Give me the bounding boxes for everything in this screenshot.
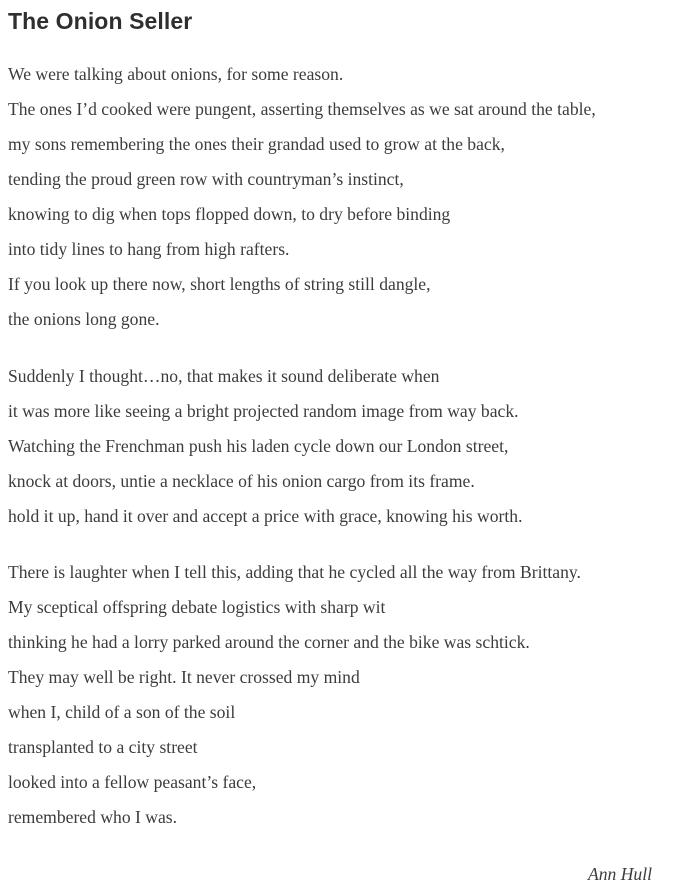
poem-line: transplanted to a city street <box>8 737 198 757</box>
poem-line: My sceptical offspring debate logistics with sharp wit <box>8 597 386 617</box>
poem-line: If you look up there now, short lengths of string still dangle, <box>8 274 431 294</box>
poem-author: Ann Hull <box>587 864 652 884</box>
poem-line: when I, child of a son of the soil <box>8 702 236 722</box>
poem-line: tending the proud green row with countryman’s instinct, <box>8 169 404 189</box>
poem-line: There is laughter when I tell this, adding that he cycled all the way from Brittany. <box>8 562 581 582</box>
stanza-3 <box>8 555 581 835</box>
poem-line: thinking he had a lorry parked around the corner and the bike was schtick. <box>8 632 530 652</box>
poem-title: The Onion Seller <box>8 8 193 34</box>
poem-line: The ones I’d cooked were pungent, asserting themselves as we sat around the table, <box>8 99 596 119</box>
poem-line: it was more like seeing a bright projected random image from way back. <box>8 401 519 421</box>
poem-line: hold it up, hand it over and accept a price with grace, knowing his worth. <box>8 506 523 526</box>
poem-line: the onions long gone. <box>8 309 160 329</box>
stanza-1 <box>8 57 596 337</box>
poem-line: They may well be right. It never crossed my mind <box>8 667 360 687</box>
poem-line: remembered who I was. <box>8 807 178 827</box>
poem-line: my sons remembering the ones their grandad used to grow at the back, <box>8 134 505 154</box>
stanza-2 <box>8 359 522 534</box>
poem-line: We were talking about onions, for some reason. <box>8 64 344 84</box>
poem-line: Suddenly I thought…no, that makes it sound deliberate when <box>8 366 440 386</box>
poem-line: knock at doors, untie a necklace of his onion cargo from its frame. <box>8 471 475 491</box>
poem-line: Watching the Frenchman push his laden cycle down our London street, <box>8 436 509 456</box>
poem-line: knowing to dig when tops flopped down, to dry before binding <box>8 204 451 224</box>
poem-line: looked into a fellow peasant’s face, <box>8 772 257 792</box>
poem-line: into tidy lines to hang from high rafters. <box>8 239 290 259</box>
